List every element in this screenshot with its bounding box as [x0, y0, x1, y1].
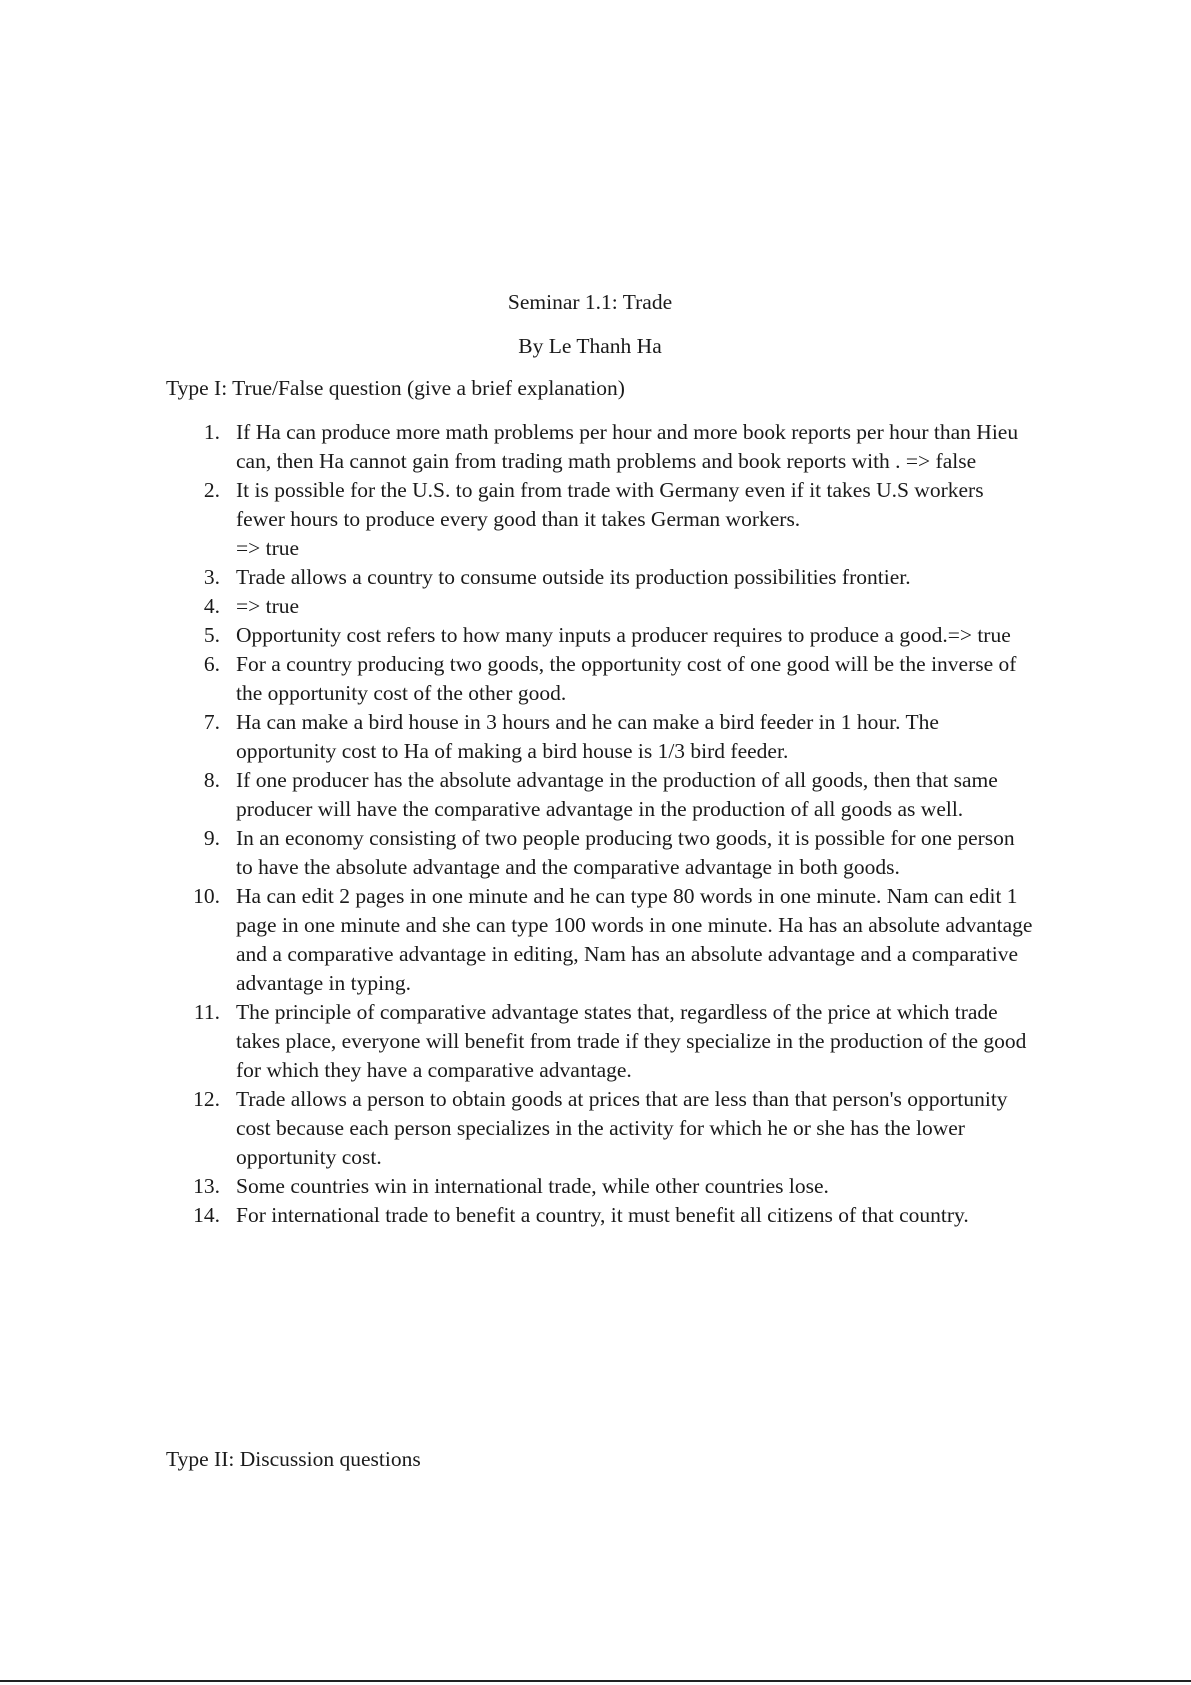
- question-number: 14.: [193, 1203, 220, 1227]
- question-text: Trade allows a country to consume outside its production possibilities frontier.: [236, 565, 911, 589]
- question-text: For a country producing two goods, the opportunity cost of one good will be the inverse of the opportunity cost of the other good.: [236, 652, 1017, 705]
- question-number: 8.: [203, 768, 220, 792]
- question-text: The principle of comparative advantage states that, regardless of the price at which trade takes place, everyone will benefit from trade if they specialize in the production of the good for which they have a comparative advantage.: [236, 1000, 1027, 1082]
- list-item: [0, 650, 1036, 708]
- question-number: 2.: [203, 478, 220, 502]
- question-number: 10.: [193, 884, 220, 908]
- section-heading-type-1: Type I: True/False question (give a brief explanation): [166, 376, 625, 400]
- list-item: [0, 882, 1036, 998]
- question-text: Ha can edit 2 pages in one minute and he can type 80 words in one minute. Nam can edit 1 page in one minute and she can type 100 words in one minute. Ha has an absolute advantage and a comparative advantage in editing, Nam has an absolute advantage and a comparative advantage in typing.: [236, 884, 1033, 995]
- question-answer: => true: [236, 536, 300, 560]
- list-item: [0, 1172, 1036, 1201]
- page-bottom-divider: [0, 1680, 1191, 1682]
- question-text: Some countries win in international trade, while other countries lose.: [236, 1174, 829, 1198]
- question-list: [0, 418, 1191, 1230]
- question-text: In an economy consisting of two people producing two goods, it is possible for one person to have the absolute advantage and the comparative advantage in both goods.: [236, 826, 1015, 879]
- list-item: [0, 824, 1036, 882]
- list-item: [0, 476, 1036, 563]
- question-text: Opportunity cost refers to how many inputs a producer requires to produce a good.=> true: [236, 623, 1011, 647]
- question-number: 11.: [193, 1000, 220, 1024]
- question-text: => true: [236, 594, 300, 618]
- question-text: For international trade to benefit a country, it must benefit all citizens of that country.: [236, 1203, 969, 1227]
- question-text: Trade allows a person to obtain goods at prices that are less than that person's opportunity cost because each person specializes in the activity for which he or she has the lower opportunity cost.: [236, 1087, 1008, 1169]
- question-text: It is possible for the U.S. to gain from trade with Germany even if it takes U.S workers fewer hours to produce every good than it takes German workers.: [236, 478, 984, 531]
- list-item: [0, 1085, 1036, 1172]
- question-text: If Ha can produce more math problems per hour and more book reports per hour than Hieu can, then Ha cannot gain from trading math problems and book reports with . => false: [236, 420, 1019, 473]
- question-number: 6.: [203, 652, 220, 676]
- question-text: Ha can make a bird house in 3 hours and he can make a bird feeder in 1 hour. The opportunity cost to Ha of making a bird house is 1/3 bird feeder.: [236, 710, 939, 763]
- question-text: If one producer has the absolute advantage in the production of all goods, then that same producer will have the comparative advantage in the production of all goods as well.: [236, 768, 998, 821]
- question-number: 5.: [203, 623, 220, 647]
- list-item: [0, 708, 1036, 766]
- question-number: 7.: [203, 710, 220, 734]
- list-item: [0, 621, 1036, 650]
- document-author: By Le Thanh Ha: [518, 334, 662, 358]
- list-item: [0, 592, 1036, 621]
- question-number: 3.: [203, 565, 220, 589]
- question-number: 13.: [193, 1174, 220, 1198]
- list-item: [0, 563, 1036, 592]
- list-item: [0, 766, 1036, 824]
- question-number: 12.: [193, 1087, 220, 1111]
- question-number: 1.: [203, 420, 220, 444]
- list-item: [0, 1201, 1036, 1230]
- list-item: [0, 998, 1036, 1085]
- question-number: 4.: [203, 594, 220, 618]
- section-heading-type-2: Type II: Discussion questions: [166, 1447, 421, 1471]
- list-item: [0, 418, 1036, 476]
- document-title: Seminar 1.1: Trade: [507, 290, 673, 314]
- question-number: 9.: [203, 826, 220, 850]
